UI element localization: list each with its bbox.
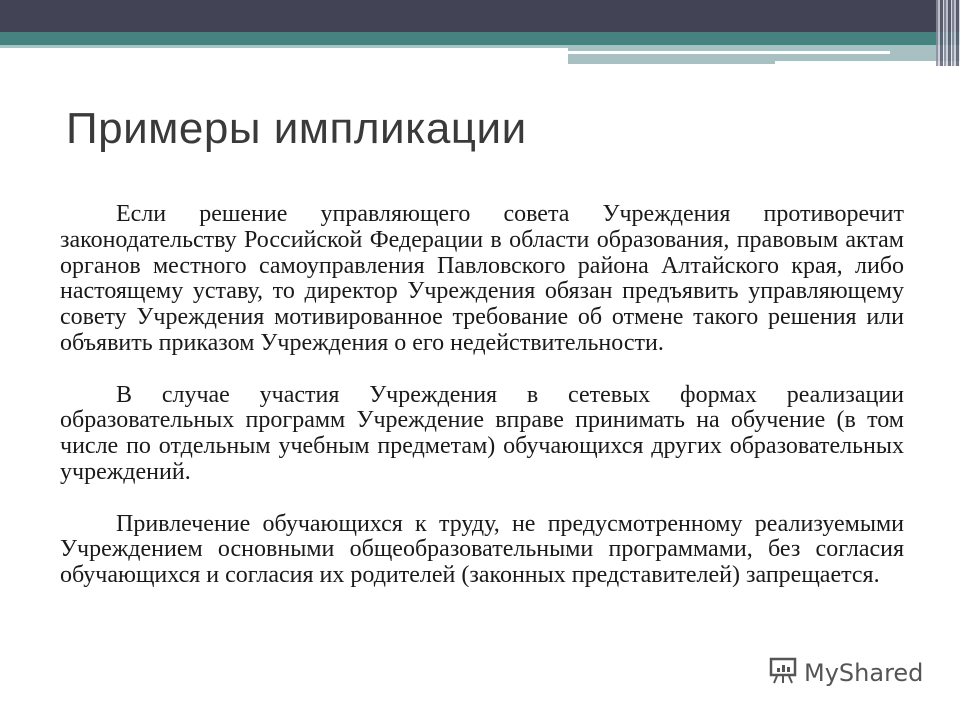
slide-title: Примеры импликации [66,104,527,153]
watermark-text: MyShared [804,659,924,687]
header-accent-line [568,51,890,54]
header-accent-cut [775,61,960,65]
watermark-logo [768,655,923,691]
presentation-board-icon [768,655,798,691]
paragraph: В случае участия Учреждения в сетевых формах реализации образовательных программ Учреждение вправе принимать на обучение (в том числе по отдельным учебным предметам) обучающихся других образовательных учреждений. [60,381,904,485]
header-band-dark [0,0,960,32]
slide-body [60,202,904,615]
paragraph: Если решение управляющего совета Учреждения противоречит законодательству Российской Федерации в области образования, правовым актам органов местного самоуправления Павловского района Алтайского края, либо настоящему уставу, то директор Учреждения обязан предъявить управляющему совету Учреждения мотивированное требование об отмене такого решения или объявить приказом Учреждения о его недействительности. [60,201,904,356]
header-stripes [936,0,960,66]
paragraph: Привлечение обучающихся к труду, не предусмотренному реализуемыми Учреждением основными общеобразовательными программами, без согласия обучающихся и согласия их родителей (законных представителей) запрещается. [60,510,904,589]
header-band-teal [0,32,960,45]
